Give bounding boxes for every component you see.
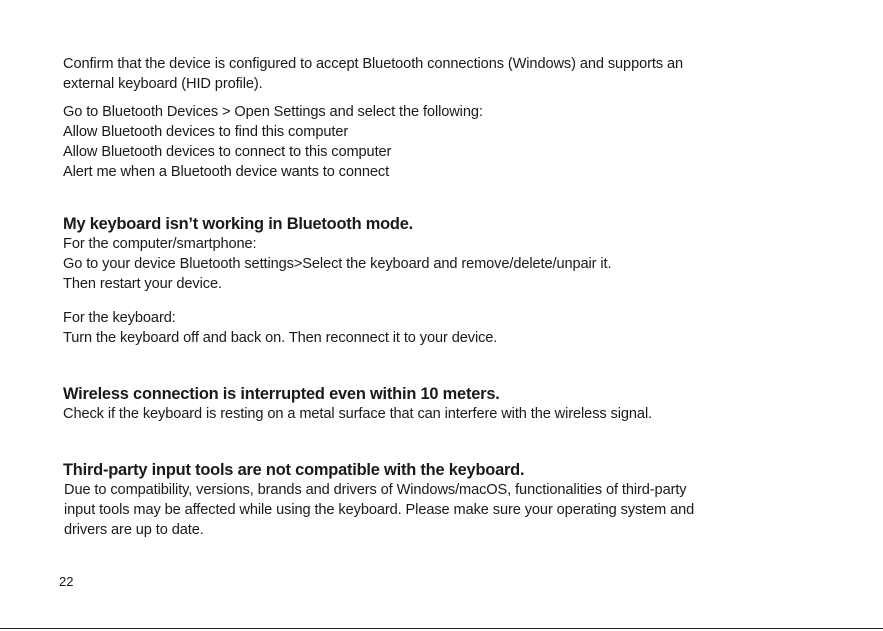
settings-option: Allow Bluetooth devices to find this computer [63, 124, 349, 140]
thirdparty-line: input tools may be affected while using the keyboard. Please make sure your operating system and [64, 502, 695, 518]
settings-option: Allow Bluetooth devices to connect to this computer [63, 144, 392, 160]
intro-line: Confirm that the device is configured to accept Bluetooth connections (Windows) and supports an [63, 56, 683, 72]
settings-paragraph [63, 102, 843, 182]
intro-paragraph [63, 54, 843, 94]
bluetooth-computer-line: For the computer/smartphone: [63, 236, 257, 252]
thirdparty-line: drivers are up to date. [64, 522, 204, 538]
page-number: 22 [59, 574, 74, 589]
bluetooth-keyboard-line: For the keyboard: [63, 310, 176, 326]
thirdparty-section-heading: Third-party input tools are not compatible with the keyboard. [63, 461, 525, 479]
bluetooth-computer-line: Go to your device Bluetooth settings>Select the keyboard and remove/delete/unpair it. [63, 256, 612, 272]
bluetooth-computer-line: Then restart your device. [63, 276, 222, 292]
intro-line: external keyboard (HID profile). [63, 76, 263, 92]
bluetooth-keyboard-line: Turn the keyboard off and back on. Then reconnect it to your device. [63, 330, 498, 346]
thirdparty-line: Due to compatibility, versions, brands and drivers of Windows/macOS, functionalities of third-party [64, 482, 687, 498]
page-content [63, 54, 843, 540]
bluetooth-computer-paragraph [63, 234, 843, 294]
settings-instruction: Go to Bluetooth Devices > Open Settings and select the following: [63, 104, 483, 120]
thirdparty-paragraph [63, 480, 843, 540]
wireless-line: Check if the keyboard is resting on a metal surface that can interfere with the wireless signal. [63, 406, 653, 422]
bluetooth-keyboard-paragraph [63, 308, 843, 348]
settings-option: Alert me when a Bluetooth device wants to connect [63, 164, 390, 180]
wireless-section-heading: Wireless connection is interrupted even within 10 meters. [63, 385, 500, 403]
wireless-paragraph [63, 404, 843, 424]
bluetooth-section-heading: My keyboard isn’t working in Bluetooth mode. [63, 215, 414, 233]
bottom-divider [0, 628, 883, 629]
